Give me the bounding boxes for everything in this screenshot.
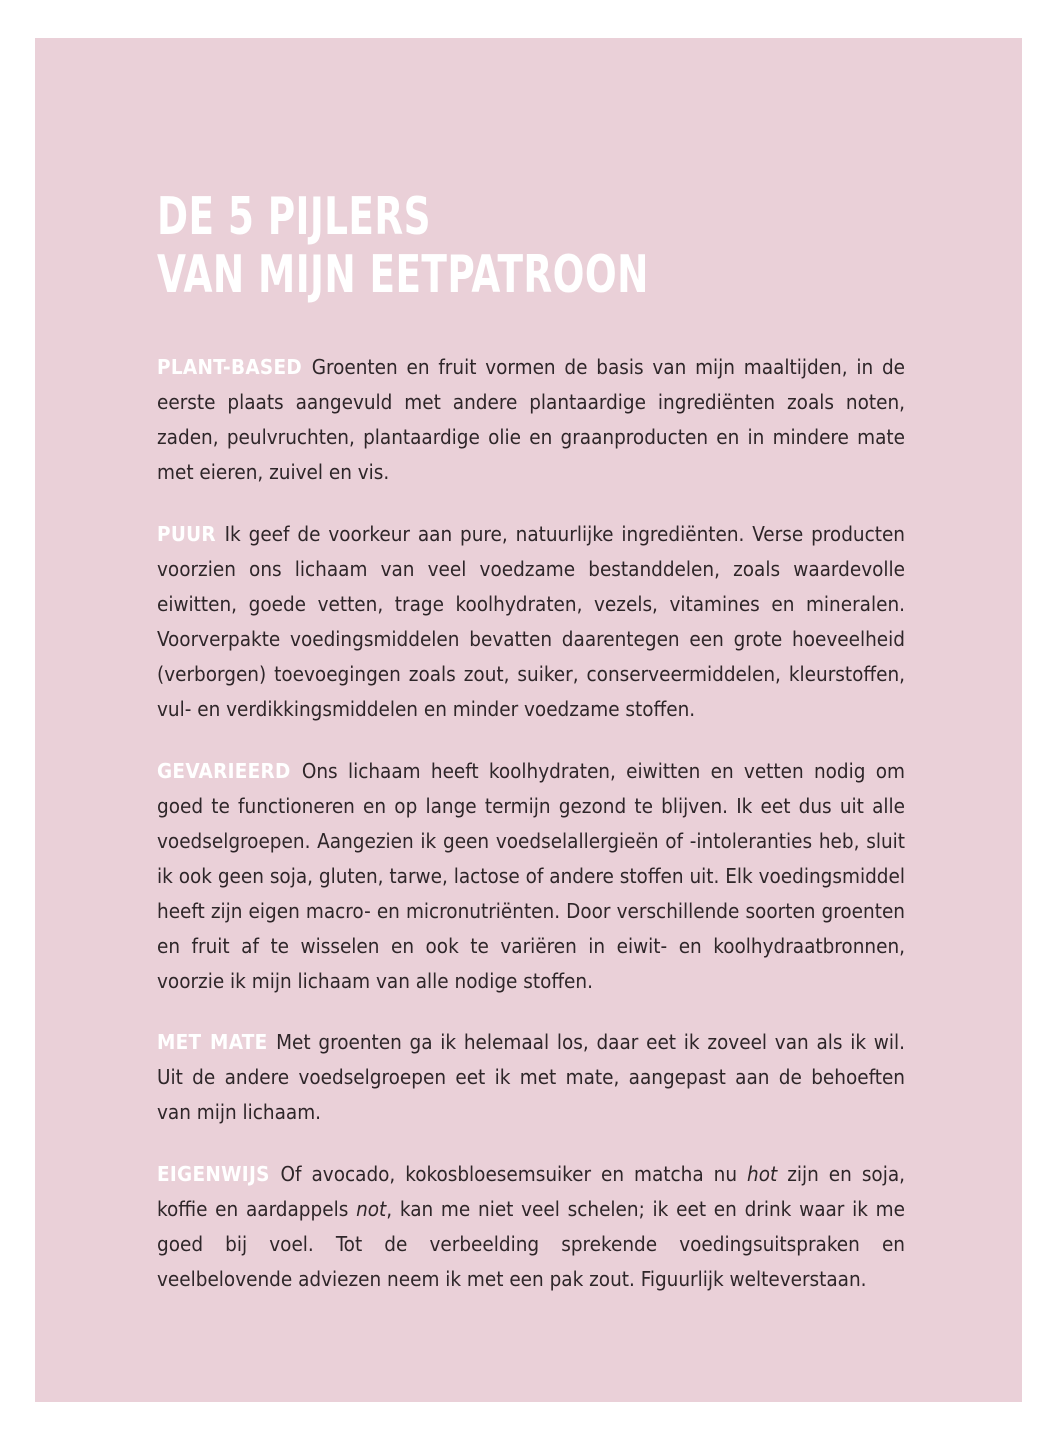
- page-title-line-1: DE 5 PIJLERS: [157, 187, 431, 247]
- pillar-paragraph-plant-based: [157, 350, 905, 490]
- pillar-body-eigenwijs-part3: , kan me niet veel schelen; ik eet en drink waar ik me goed bij voel. Tot de verbeelding sprekende voedingsuitspraken en veelbelovende adviezen neem ik met een pak zout. Figuurlijk welteverstaan.: [157, 1197, 906, 1291]
- pillar-body-plant-based: Groenten en fruit vormen de basis van mijn maaltijden, in de eerste plaats aangevuld met andere plantaardige ingrediënten zoals noten, zaden, peulvruchten, plantaardige olie en graanproducten en in mindere mate met eieren, zuivel en vis.: [157, 355, 906, 484]
- pillar-paragraph-eigenwijs: [157, 1157, 905, 1297]
- page-title-line-2: VAN MIJN EETPATROON: [157, 245, 649, 305]
- content-column: [157, 188, 905, 1297]
- page-panel: [35, 38, 1022, 1402]
- pillar-body-met-mate: Met groenten ga ik helemaal los, daar eet ik zoveel van als ik wil. Uit de andere voedselgroepen eet ik met mate, aangepast aan de behoeften van mijn lichaam.: [157, 1030, 905, 1124]
- pillar-label-puur: PUUR: [157, 522, 216, 546]
- pillar-body-eigenwijs-part2: zijn en soja, koffie en aardappels: [157, 1162, 905, 1221]
- pillar-body-eigenwijs-part1: Of avocado, kokosbloesemsuiker en matcha nu: [280, 1162, 748, 1186]
- pillar-body-eigenwijs-italic-not: not: [356, 1197, 387, 1221]
- pillar-body-puur: Ik geef de voorkeur aan pure, natuurlijke ingrediënten. Verse producten voorzien ons lichaam van veel voedzame bestanddelen, zoals waardevolle eiwitten, goede vetten, trage koolhydraten, vezels, vitamines en mineralen. Voorverpakte voedingsmiddelen bevatten daarentegen een grote hoeveelheid (verborgen) toevoegingen zoals zout, suiker, conserveermiddelen, kleurstoffen, vul- en verdikkingsmiddelen en minder voedzame stoffen.: [157, 522, 906, 721]
- page-title: [157, 188, 905, 304]
- pillar-label-gevarieerd: GEVARIEERD: [157, 759, 291, 783]
- pillar-body-eigenwijs-italic-hot: hot: [747, 1162, 778, 1186]
- pillar-paragraph-gevarieerd: [157, 754, 905, 999]
- pillar-label-eigenwijs: EIGENWIJS: [157, 1162, 270, 1186]
- pillar-paragraph-puur: [157, 517, 905, 727]
- pillar-label-met-mate: MET MATE: [157, 1030, 268, 1054]
- pillar-paragraph-met-mate: [157, 1025, 905, 1130]
- pillar-body-gevarieerd: Ons lichaam heeft koolhydraten, eiwitten en vetten nodig om goed te functioneren en op lange termijn gezond te blijven. Ik eet dus uit alle voedselgroepen. Aangezien ik geen voedselallergieën of -intoleranties heb, sluit ik ook geen soja, gluten, tarwe, lactose of andere stoffen uit. Elk voedingsmiddel heeft zijn eigen macro- en micronutriënten. Door verschillende soorten groenten en fruit af te wisselen en ook te variëren in eiwit- en koolhydraatbronnen, voorzie ik mijn lichaam van alle nodige stoffen.: [157, 759, 906, 993]
- pillar-label-plant-based: PLANT-BASED: [157, 355, 303, 379]
